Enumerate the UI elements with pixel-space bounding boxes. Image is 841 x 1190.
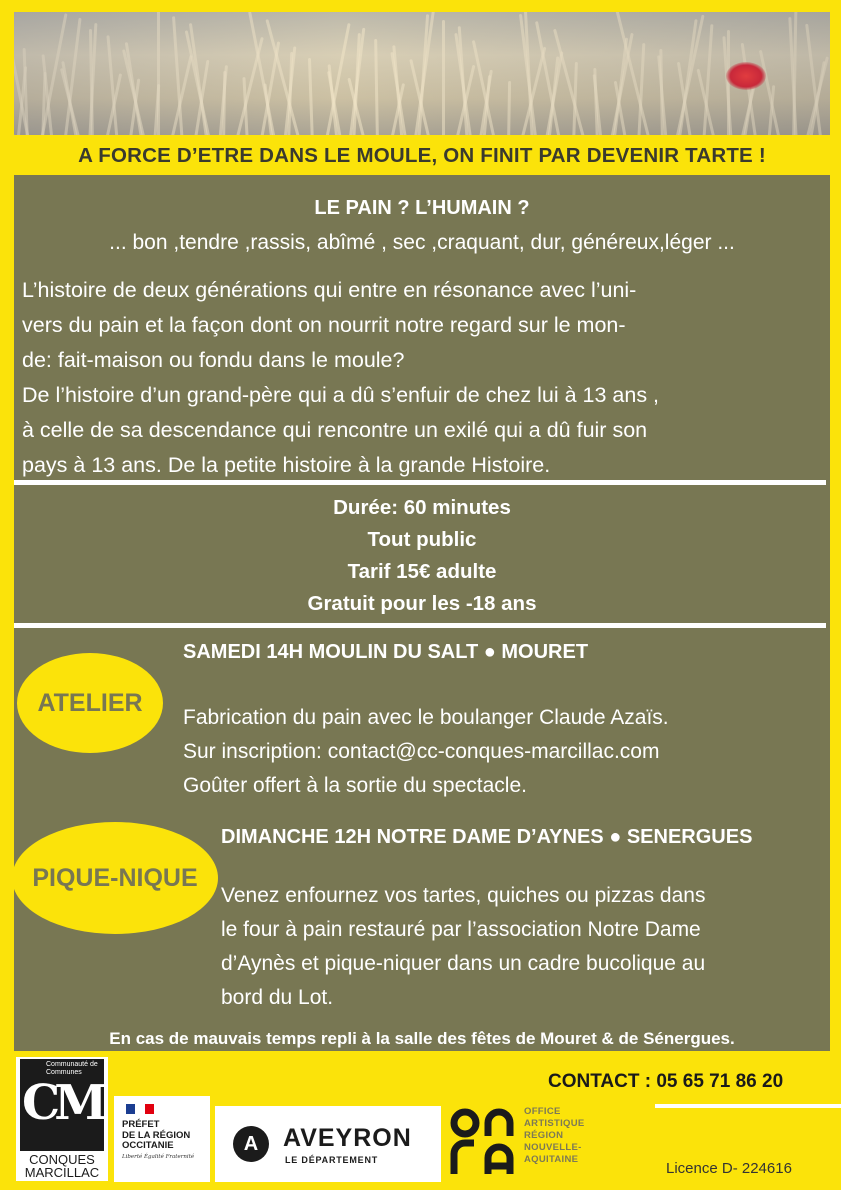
divider [14,480,826,485]
divider [14,623,826,628]
prefet-motto: Liberté Égalité Fraternité [122,1153,195,1160]
atelier-line: Sur inscription: contact@cc-conques-marcillac.com [183,740,660,763]
story-line: à celle de sa descendance qui rencontre un exilé qui a dû fuir son [22,418,648,442]
atelier-line: Goûter offert à la sortie du spectacle. [183,774,527,797]
story-line: vers du pain et la façon dont on nourrit notre regard sur le mon- [22,313,626,337]
story-line: de: fait-maison ou fondu dans le moule? [22,348,405,372]
prefet-line2: DE LA RÉGION [122,1129,191,1141]
free-entry: Gratuit pour les -18 ans [307,592,537,615]
atelier-badge [17,653,163,753]
piquenique-date: DIMANCHE 12H NOTRE DAME D’AYNES ● SENERGUES [221,826,753,848]
story-line: pays à 13 ans. De la petite histoire à la grande Histoire. [22,453,551,477]
hero-wheat-field-photo [14,12,830,135]
intro-story [22,273,822,483]
main-panel [14,175,830,1051]
photo-haze [14,12,830,135]
aveyron-name: AVEYRON [283,1124,412,1152]
cm-monogram-icon: CM [22,1075,102,1131]
audience: Tout public [367,528,477,551]
duration: Durée: 60 minutes [333,496,511,519]
intro-title: LE PAIN ? L’HUMAIN ? [314,197,530,219]
oara-logo [450,1104,610,1184]
piquenique-label: PIQUE-NIQUE [32,863,198,892]
oara-line: ARTISTIQUE [524,1118,585,1129]
tagline-bar [14,137,830,175]
story-line: L’histoire de deux générations qui entre en résonance avec l’uni- [22,278,637,302]
story-line: De l’histoire d’un grand-père qui a dû s’enfuir de chez lui à 13 ans , [22,383,660,407]
contact-underline [655,1104,841,1108]
intro-adjectives: ... bon ,tendre ,rassis, abîmé , sec ,craquant, dur, généreux,léger ... [109,231,735,254]
oara-glyph-icon [450,1106,518,1176]
licence-number: Licence D- 224616 [666,1160,792,1177]
atelier-line: Fabrication du pain avec le boulanger Claude Azaïs. [183,706,669,729]
aveyron-logo [215,1106,441,1182]
prefet-line1: PRÉFET [122,1119,160,1130]
piquenique-details [221,879,705,1015]
aveyron-a-icon: A [233,1126,269,1162]
logo-small-text: Communauté de Communes [46,1061,98,1076]
piquenique-line: bord du Lot. [221,986,334,1009]
conques-marcillac-logo [16,1057,108,1181]
atelier-details [183,701,669,803]
oara-line: RÉGION [524,1130,564,1141]
piquenique-line: Venez enfournez vos tartes, quiches ou pizzas dans [221,884,706,907]
logo-name-line1: CONQUES [29,1152,95,1167]
atelier-date: SAMEDI 14H MOULIN DU SALT ● MOURET [183,641,589,663]
show-infos [14,492,830,620]
piquenique-line: le four à pain restauré par l’association Notre Dame [221,918,701,941]
atelier-label: ATELIER [37,688,143,717]
piquenique-line: d’Aynès et pique-niquer dans un cadre bucolique au [221,952,706,975]
price: Tarif 15€ adulte [347,560,497,583]
prefet-line3: OCCITANIE [122,1140,174,1151]
french-flag-icon [126,1104,154,1114]
weather-note: En cas de mauvais temps repli à la salle des fêtes de Mouret & de Sénergues. [109,1029,735,1048]
prefet-occitanie-logo [114,1096,210,1182]
oara-line: NOUVELLE- [524,1142,582,1153]
piquenique-badge [12,822,218,934]
oara-line: AQUITAINE [524,1154,579,1165]
contact-phone: CONTACT : 05 65 71 86 20 [548,1071,784,1092]
tagline: A FORCE D’ETRE DANS LE MOULE, ON FINIT PAR DEVENIR TARTE ! [78,144,766,167]
logo-name-line2: MARCILLAC [24,1165,100,1180]
aveyron-subtitle: LE DÉPARTEMENT [285,1155,379,1165]
oara-text [524,1106,585,1166]
oara-line: OFFICE [524,1106,561,1117]
poppy-flower [726,62,766,90]
